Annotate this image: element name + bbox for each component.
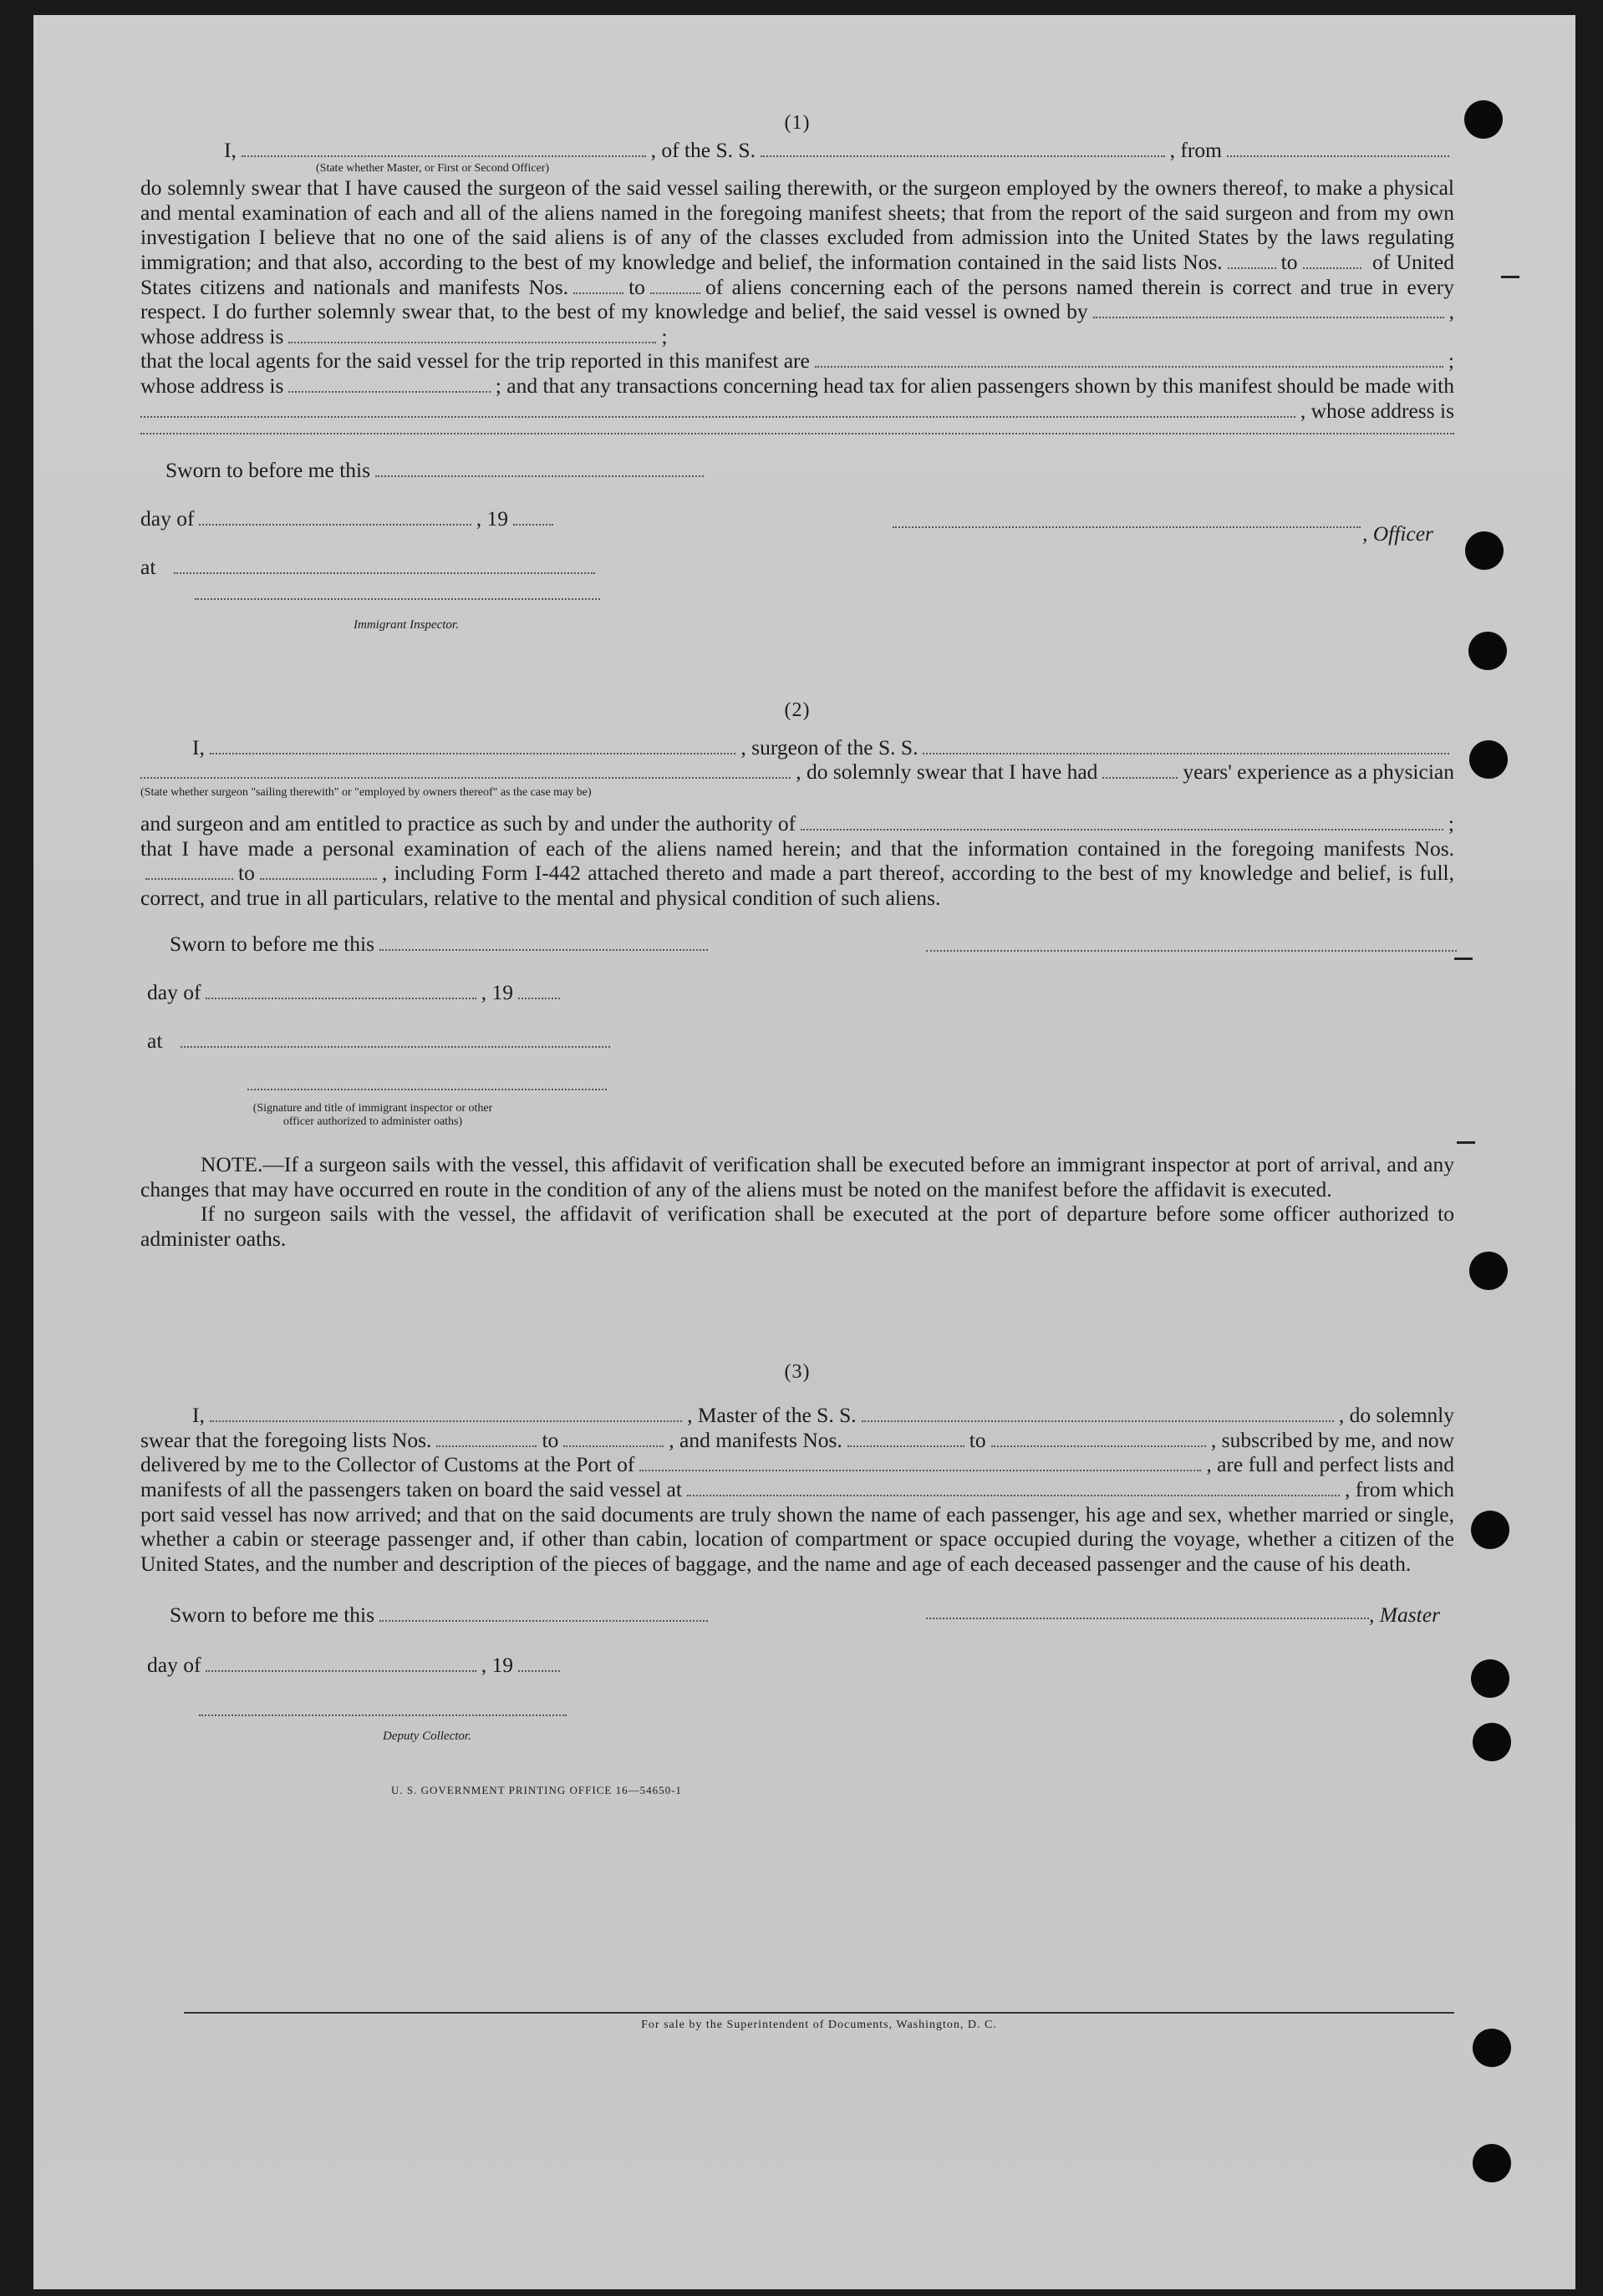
s3-and-manifests: , and manifests Nos. [669,1427,842,1452]
s2-sworn-row [170,932,713,957]
s2-note-2: If no surgeon sails with the vessel, the affidavit of verification shall be executed at the port of departure before some officer authorized to administer oaths. [140,1201,1454,1252]
s3-vessel-field[interactable] [862,1405,1334,1422]
s2-semicolon: ; [1448,810,1454,836]
s3-master-of: , Master of the S. S. [687,1403,857,1428]
s2-day-of: day of [147,980,201,1005]
s1-inspector-label [354,618,459,632]
s1-head-tax: ; and that any transactions concerning head tax for alien passengers shown by this manifest should be made with [495,373,1454,398]
gpo-imprint: U. S. GOVERNMENT PRINTING OFFICE 16—54650-1 [391,1784,682,1797]
s2-to: to [238,861,255,886]
s1-local-agents-line [140,348,1454,373]
s3-day-row [147,1653,565,1678]
s2-sworn: Sworn to before me this [170,932,375,957]
s3-sworn: Sworn to before me this [170,1603,375,1628]
s2-including: , including Form I-442 attached thereto and made a part thereof, according to [381,861,1060,886]
s2-vessel-field[interactable] [923,738,1449,754]
punch-hole [1473,1723,1511,1761]
s3-nineteen: , 19 [481,1653,513,1678]
punch-hole [1469,740,1508,779]
s1-inspector-line[interactable] [195,598,600,600]
s1-agents-field[interactable] [815,351,1443,368]
s3-master-label [1369,1603,1440,1628]
s1-owner-address-field[interactable] [288,327,656,343]
s1-head-tax-party-field[interactable] [140,401,1295,418]
s1-officer-label [1362,521,1433,546]
punch-hole [1468,632,1507,670]
s1-list-from-field[interactable] [1228,252,1276,269]
s1-sworn: Sworn to before me this [165,458,371,483]
s3-embark-field[interactable] [687,1480,1340,1496]
section-3-number: (3) [784,1360,811,1383]
s1-role-field[interactable] [242,140,646,157]
s2-role-field[interactable] [140,762,791,779]
s1-officer-line[interactable] [893,526,1361,528]
s1-jurat [140,434,1454,632]
s3-swear-lists: swear that the foregoing lists Nos. [140,1427,432,1452]
s1-at-field[interactable] [174,557,595,574]
s3-first-line [140,1403,1454,1428]
s3-lists-from-field[interactable] [436,1430,537,1447]
s1-agents-address-field[interactable] [288,376,490,393]
manifest-page [33,15,1575,2289]
s2-authority-line [140,811,1454,836]
s1-text-b: of United States citizens and nationals and manifests Nos. [140,249,1454,299]
s3-master-line[interactable] [926,1618,1369,1619]
s3-jurat [140,1576,1454,1760]
punch-hole [1464,100,1503,139]
s2-authority-field[interactable] [801,814,1443,831]
s1-day-field[interactable] [199,509,471,526]
section-2-number: (2) [784,699,811,722]
s2-year-field[interactable] [518,983,560,999]
footer-rule [184,2012,1454,2014]
s3-day-of: day of [147,1653,201,1678]
s3-deputy-line[interactable] [199,1714,567,1716]
s2-notes [140,1152,1454,1251]
s3-deputy: Deputy Collector. [383,1730,471,1744]
s2-authority: and surgeon and am entitled to practice as such by and under the authority of [140,810,796,836]
s2-signature-line[interactable] [926,950,1457,952]
s1-to-1: to [1280,249,1298,274]
s1-day-row [140,506,558,531]
s3-name-field[interactable] [210,1405,682,1422]
s1-day-of: day of [140,506,195,531]
s1-head-tax-line [140,373,1454,399]
punch-hole [1471,1659,1509,1698]
s3-sworn-row [170,1603,713,1628]
s2-jurat [140,910,1454,1129]
s3-sworn-field[interactable] [379,1605,708,1622]
s2-foregoing: foregoing manifests Nos. [1231,836,1454,861]
s3-from-which: , from which [1344,1477,1454,1502]
margin-tick [1454,958,1473,960]
s1-officer: , Officer [1362,521,1433,546]
margin-tick [1457,1141,1475,1144]
s1-list-to-field[interactable] [1303,252,1361,269]
s2-sig-caption: (Signature and title of immigrant inspector or other officer authorized to administer oaths) [252,1102,493,1129]
punch-hole [1473,2144,1511,2182]
s2-day-field[interactable] [206,983,476,999]
s1-owner-field[interactable] [1093,302,1444,318]
s1-i: I, [224,137,237,162]
affidavit-text [140,94,1454,1803]
s2-at-row [147,1029,615,1054]
s2-day-row [147,980,565,1005]
s1-whose-addr-3: , whose address is [1300,398,1454,423]
s3-do-solemnly: , do solemnly [1338,1403,1455,1428]
s1-whose-address-line [140,399,1454,424]
s1-semicolon-1: ; [661,323,668,348]
s1-semicolon-2: ; [1448,348,1454,373]
s2-text-a: that I have made a personal examination of each of the aliens named herein; and that the information contained in the [140,836,1222,861]
punch-hole [1465,531,1504,570]
s2-swear-had: , do solemnly swear that I have had [796,759,1098,785]
s1-from: , from [1169,137,1222,162]
s1-vessel-field[interactable] [761,140,1165,157]
s2-sig-caption-row [247,1102,498,1129]
s3-i: I, [192,1403,205,1428]
s2-manifest-to-field[interactable] [260,863,377,880]
s2-manifest-from-field[interactable] [145,863,233,880]
s1-sworn-row [165,458,709,483]
punch-hole [1471,1511,1509,1549]
s1-inspector: Immigrant Inspector. [354,618,459,632]
s1-whose-addr-2: whose address is [140,373,284,398]
sale-notice: For sale by the Superintendent of Documents, Washington, D. C. [641,2019,997,2031]
s2-at-field[interactable] [181,1031,610,1048]
s1-to-2: to [628,274,645,299]
s3-delivered: delivered by me to the Collector of Customs at the Port of [140,1452,635,1477]
s2-inspector-line[interactable] [247,1089,607,1090]
s3-master: , Master [1369,1603,1440,1628]
s3-lists-to-field[interactable] [563,1430,664,1447]
s1-paragraph-a [140,175,1454,348]
s3-day-field[interactable] [206,1655,476,1672]
s1-sworn-field[interactable] [375,460,704,477]
s1-role-caption: (State whether Master, or First or Second Officer) [316,162,550,175]
s1-year-field[interactable] [513,509,553,526]
s3-to-1: to [542,1427,559,1452]
s3-subscribed: , subscribed by me, and now [1210,1427,1454,1452]
s2-first-line [140,735,1454,760]
s2-years-field[interactable] [1102,762,1178,779]
s3-manifests-all: manifests of all the passengers taken on board the said vessel at [140,1477,682,1502]
s2-caption: (State whether surgeon "sailing therewith" or "employed by owners thereof" as the case may be) [140,785,592,799]
s3-paragraph: port said vessel has now arrived; and that on the said documents are truly shown the name of each passenger, his age and sex, whether married or single, whether a cabin or steerage passenger and, if other than cabin, location of compartment or space occupied during the voyage, whether a citizen of the United States, and the number and description of the pieces of baggage, and the name and age of each deceased passenger and the cause of his death. [140,1501,1454,1576]
s1-at-row [140,555,600,580]
s1-text-a: do solemnly swear that I have caused the surgeon of the said vessel sailing therewith, or the surgeon employed by the owners thereof, to make a physical and mental examination of each and all of the aliens named in the foregoing manifest sheets; that from the report of the said surgeon and from my own investigation I believe that no one of the said aliens is of any of the classes excluded from admission into the United States by the laws regulating immigration; and that also, according to the best of my knowledge and belief, the information contained in the said lists Nos. [140,175,1454,274]
s3-manifests-to-field[interactable] [991,1430,1206,1447]
s1-text-c: of aliens concerning each of the persons named therein is correct and true in every respect. I do further solemnly swear that, to the best of my knowledge and belief, the said vessel is owned by [140,274,1455,324]
s3-manifests-line [140,1477,1454,1502]
s2-text-b: the best of my knowledge and belief, is full, correct, and true in all particulars, relative to the mental and physical condition of such aliens. [140,861,1455,910]
section-1-number: (1) [784,112,811,134]
s2-surgeon-of: , surgeon of the S. S. [740,734,919,759]
s1-nineteen: , 19 [476,506,508,531]
margin-tick [1501,276,1519,278]
s2-paragraph [140,836,1454,911]
s1-first-line [140,138,1454,163]
s3-port-field[interactable] [639,1455,1201,1471]
s1-manifest-to-field[interactable] [650,277,700,294]
s2-years-exp: years' experience as a physician [1183,759,1454,785]
s2-nineteen: , 19 [481,980,513,1005]
s2-at: at [147,1029,163,1054]
s3-year-field[interactable] [518,1655,560,1672]
s2-name-field[interactable] [210,738,736,754]
punch-hole [1469,1252,1508,1290]
s3-manifests-from-field[interactable] [847,1430,964,1447]
s1-of-ss: , of the S. S. [650,137,756,162]
s1-whose-addr-1: , whose address is [140,299,1454,348]
s2-i: I, [192,734,205,759]
s1-at: at [140,555,156,580]
s3-full-perfect: , are full and perfect lists and [1206,1452,1454,1477]
s2-second-line [140,759,1454,785]
s3-to-2: to [969,1427,986,1452]
s3-delivered-line [140,1452,1454,1477]
s1-local-agents: that the local agents for the said vessel for the trip reported in this manifest are [140,348,810,373]
punch-hole [1473,2029,1511,2067]
s3-lists-line [140,1428,1454,1453]
s2-note-1: NOTE.—If a surgeon sails with the vessel, this affidavit of verification shall be executed before an immigrant inspector at port of arrival, and any changes that may have occurred en route in the condition of any of the aliens must be noted on the manifest before the affidavit is executed. [140,1152,1454,1201]
s2-sworn-field[interactable] [379,934,708,951]
s3-deputy-label [383,1730,471,1744]
s1-from-field[interactable] [1227,140,1449,157]
s1-manifest-from-field[interactable] [573,277,623,294]
